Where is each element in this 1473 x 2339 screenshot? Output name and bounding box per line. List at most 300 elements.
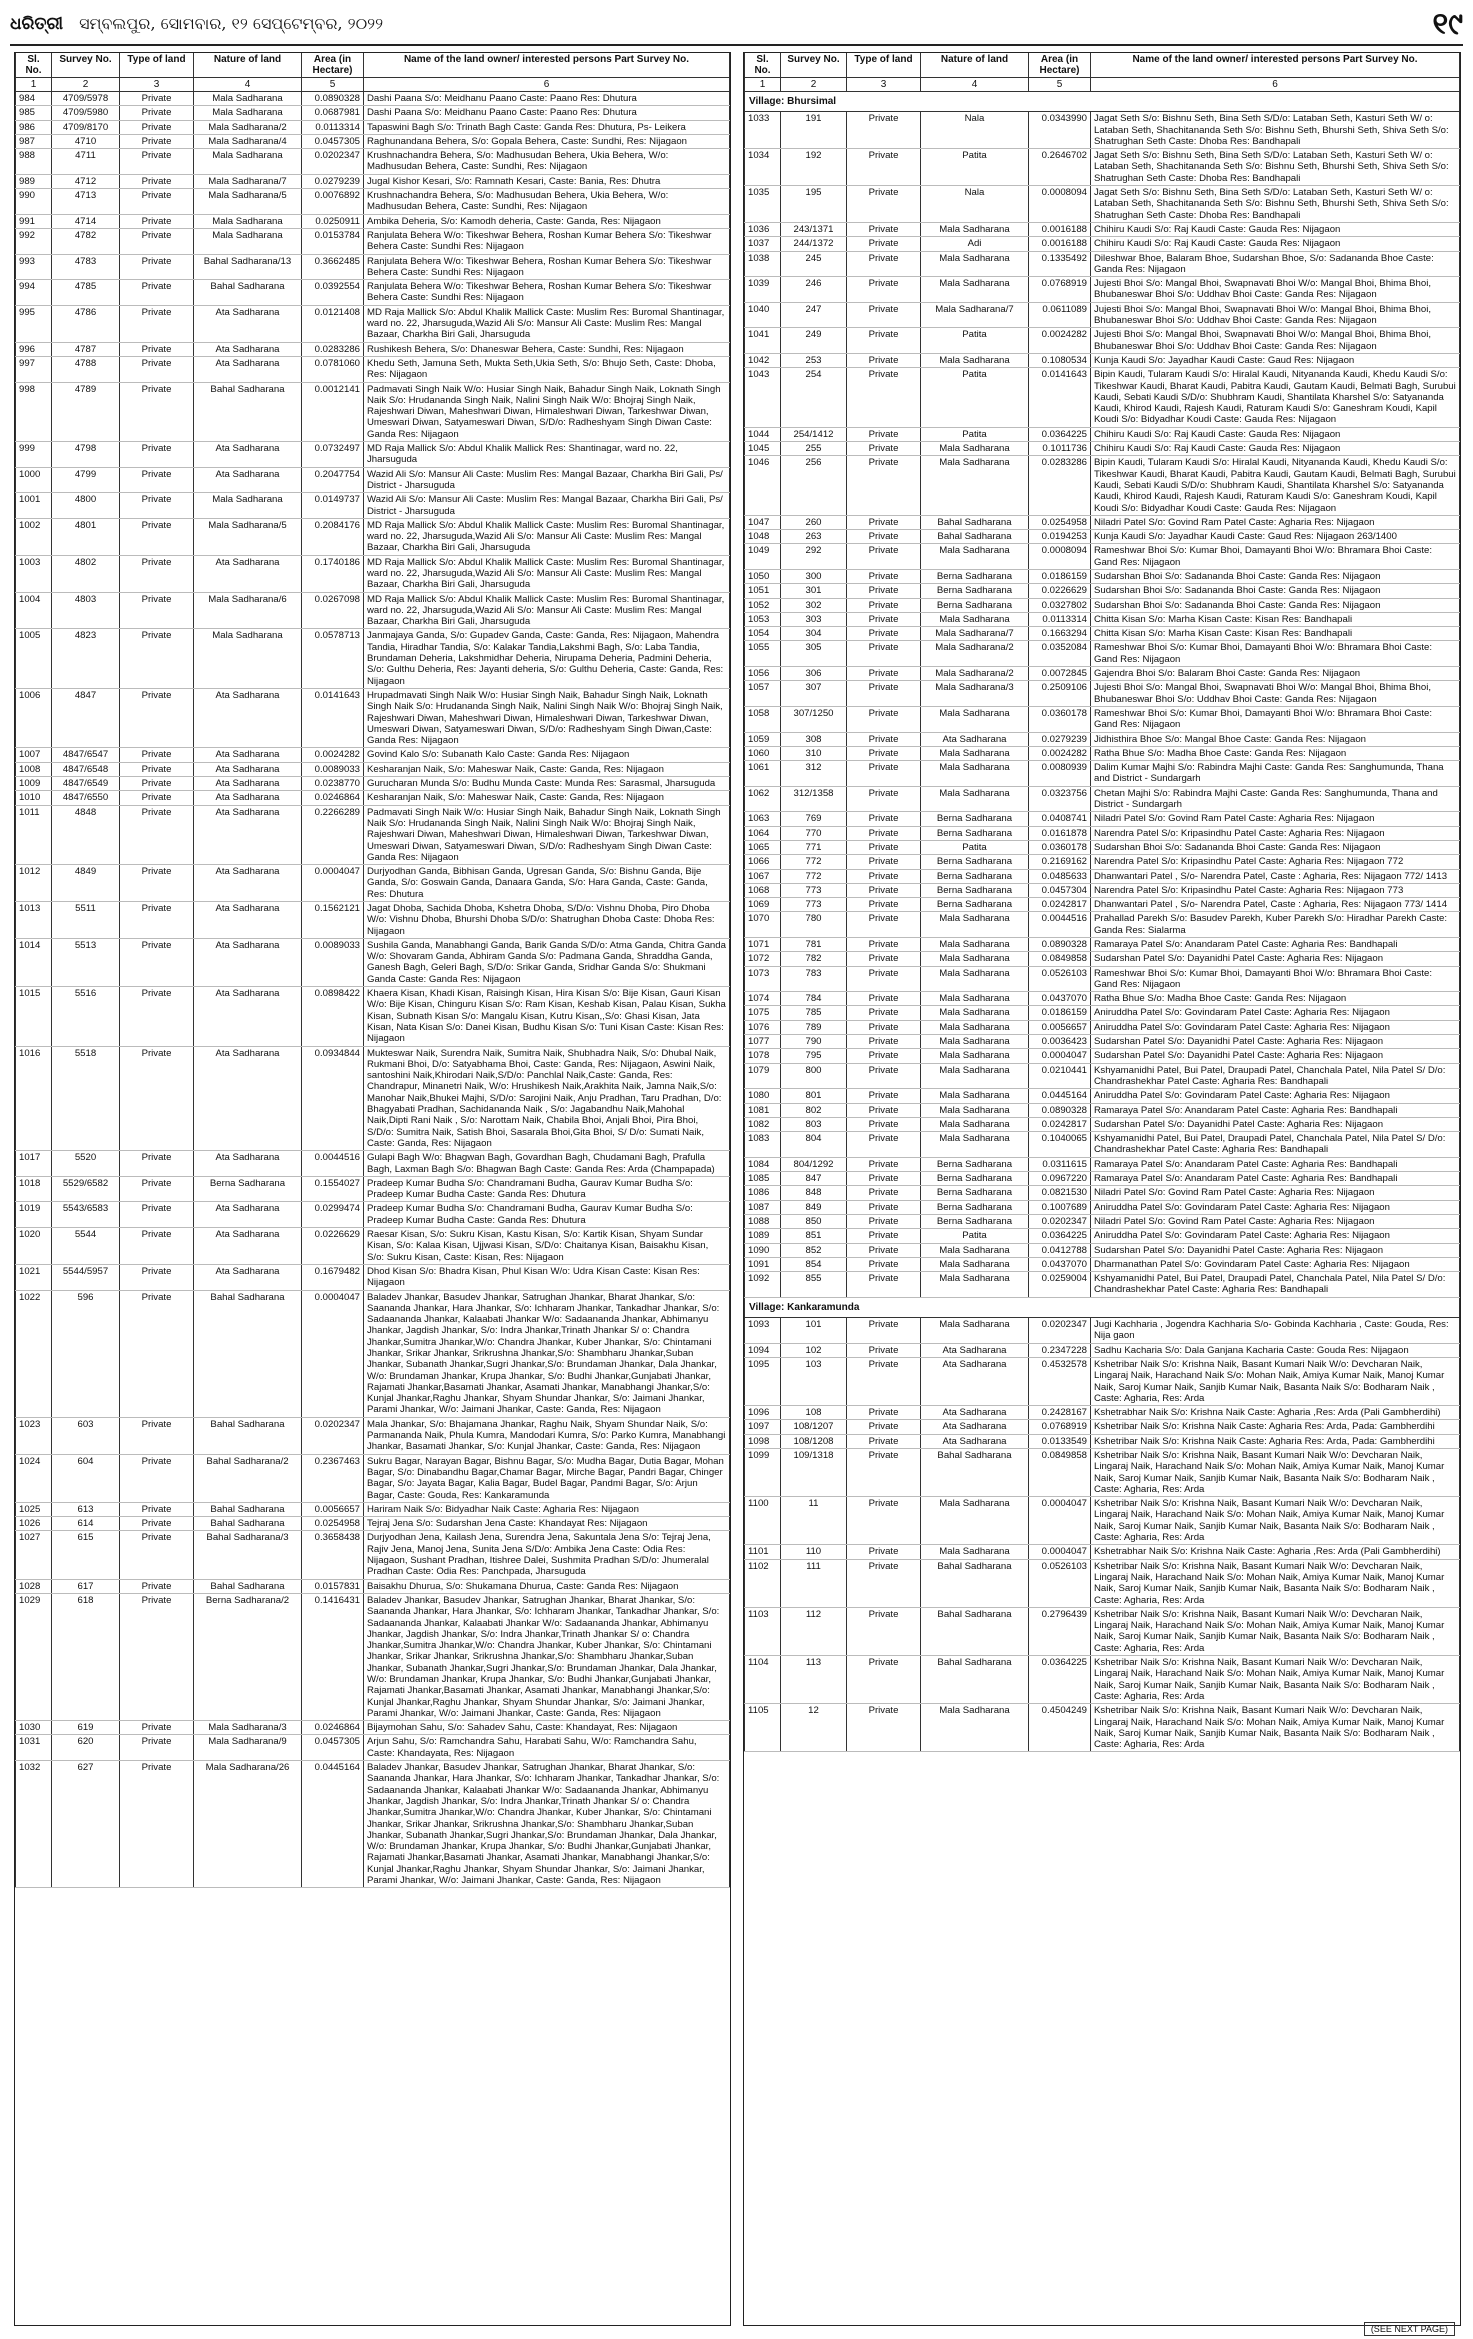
table-cell: 1077 xyxy=(745,1035,781,1049)
table-row xyxy=(16,592,730,629)
table-cell: 263 xyxy=(781,530,847,544)
table-cell: 4847/6549 xyxy=(52,777,120,791)
table-row xyxy=(745,1117,1460,1131)
table-cell: 4847/6550 xyxy=(52,791,120,805)
table-cell: 0.0016188 xyxy=(1029,222,1091,236)
table-cell: 0.1740186 xyxy=(302,555,364,592)
table-cell: Private xyxy=(847,1103,921,1117)
table-cell: 0.0283286 xyxy=(302,342,364,356)
table-cell: Private xyxy=(847,912,921,938)
table-cell: 0.0008094 xyxy=(1029,544,1091,570)
table-cell: 245 xyxy=(781,251,847,277)
table-cell: Krushnachandra Behera, S/o: Madhusudan Behera, Ukia Behera, W/o: Madhusudan Behera, Caste: Sundhi, Res: Nijagaon xyxy=(364,189,730,215)
table-cell: Private xyxy=(847,1704,921,1752)
column-number: 2 xyxy=(781,78,847,92)
table-cell: 0.0259004 xyxy=(1029,1272,1091,1298)
table-cell: 0.0024282 xyxy=(302,748,364,762)
table-cell: Private xyxy=(847,353,921,367)
table-cell: Durjyodhan Jena, Kailash Jena, Surendra Jena, Sakuntala Jena S/o: Tejraj Jena, Rajiv Jena, Manoj Jena, Sunita Jena S/D/o: Ambika Jena Caste: Odia Res: Nijagaon, Sushant Pradhan, Itishree Dalei, Sushmita Pradhan S/D/o: Jhumeralal Pradhan Caste: Odia Res: Panchpada, Jharsuguda xyxy=(364,1531,730,1579)
table-cell: Private xyxy=(120,1454,194,1502)
table-cell: Ata Sadharana xyxy=(194,865,302,902)
table-cell: Private xyxy=(847,855,921,869)
table-cell: Mala Sadharana/6 xyxy=(194,592,302,629)
table-cell: Mala Sadharana xyxy=(921,222,1029,236)
table-cell: 0.2367463 xyxy=(302,1454,364,1502)
table-cell: Wazid Ali S/o: Mansur Ali Caste: Muslim Res: Mangal Bazaar, Charkha Biri Gali, Ps/ District - Jharsuguda xyxy=(364,493,730,519)
table-cell: 804 xyxy=(781,1132,847,1158)
table-cell: 1072 xyxy=(745,952,781,966)
table-row xyxy=(745,938,1460,952)
table-cell: 0.0526103 xyxy=(1029,966,1091,992)
table-cell: 4848 xyxy=(52,805,120,864)
table-cell: Sudarshan Patel S/o: Dayanidhi Patel Caste: Agharia Res: Nijagaon xyxy=(1091,1035,1460,1049)
table-cell: 0.0246864 xyxy=(302,1721,364,1735)
table-cell: 1055 xyxy=(745,641,781,667)
table-cell: 0.0133549 xyxy=(1029,1434,1091,1448)
table-cell: 1100 xyxy=(745,1497,781,1545)
table-cell: 1038 xyxy=(745,251,781,277)
table-row xyxy=(16,865,730,902)
table-row xyxy=(16,902,730,939)
table-cell: Private xyxy=(120,629,194,688)
table-cell: Padmavati Singh Naik W/o: Husiar Singh Naik, Bahadur Singh Naik, Loknath Singh Naik S/o: Hrudananda Singh Naik, Nalini Singh Naik W/o: Bhojraj Singh Naik, Rajeshwari Diwan, Maheshwari Diwan, Himaleshwari Diwan, Tarkeshwar Diwan, Umeswari Diwan, Satyameswari Diwan, S/D/o: Radheshyam Singh Diwan Caste: Ganda Res: Nijagaon xyxy=(364,382,730,441)
table-cell: 790 xyxy=(781,1035,847,1049)
table-row xyxy=(745,277,1460,303)
table-cell: Aniruddha Patel S/o: Govindaram Patel Caste: Agharia Res: Nijagaon xyxy=(1091,1089,1460,1103)
table-cell: Ata Sadharana xyxy=(194,902,302,939)
table-cell: Rameshwar Bhoi S/o: Kumar Bhoi, Damayanti Bhoi W/o: Bhramara Bhoi Caste: Gand Res: Nijagaon xyxy=(1091,966,1460,992)
table-cell: 0.0089033 xyxy=(302,938,364,986)
table-row xyxy=(745,1035,1460,1049)
table-cell: 784 xyxy=(781,992,847,1006)
table-cell: Mala Sadharana xyxy=(921,612,1029,626)
table-cell: Private xyxy=(847,328,921,354)
table-row xyxy=(745,746,1460,760)
table-cell: Sudarshan Bhoi S/o: Sadananda Bhoi Caste: Ganda Res: Nijagaon xyxy=(1091,584,1460,598)
table-cell: 0.0113314 xyxy=(302,120,364,134)
table-cell: Mala Sadharana xyxy=(921,1257,1029,1271)
table-cell: Janmajaya Ganda, S/o: Gupadev Ganda, Caste: Ganda, Res: Nijagaon, Mahendra Tandia, Hiradhar Tandia, S/o: Kalakar Tandia,Lakshmi Bagh, S/o: Laba Tandia, Brundaman Deheria, Lakshmidhar Deheria, Nirupama Deheria, Padmini Deheria, S/o: Gulthu Deheria, Res: Jayanti deheria, S/o: Gulthu Deheria, Caste: Ganda, Res: Nijagaon xyxy=(364,629,730,688)
table-cell: Kshetribar Naik S/o: Krishna Naik, Basant Kumari Naik W/o: Devcharan Naik, Lingaraj Naik, Harachand Naik S/o: Mohan Naik, Amiya Kumar Naik, Manoj Kumar Naik, Saroj Kumar Naik, Sanjib Kumar Naik, Basanta Naik S/o: Bodharam Naik , Caste: Agharia, Res: Arda xyxy=(1091,1656,1460,1704)
table-cell: Bijaymohan Sahu, S/o: Sahadev Sahu, Caste: Khandayat, Res: Nijagaon xyxy=(364,1721,730,1735)
table-cell: 0.0004047 xyxy=(1029,1497,1091,1545)
table-cell: 0.0267098 xyxy=(302,592,364,629)
table-cell: Mala Sadharana xyxy=(921,1020,1029,1034)
column-number: 2 xyxy=(52,78,120,92)
table-cell: 308 xyxy=(781,732,847,746)
column-number: 3 xyxy=(120,78,194,92)
table-cell: 0.0343990 xyxy=(1029,112,1091,149)
table-cell: 0.1562121 xyxy=(302,902,364,939)
table-cell: 254/1412 xyxy=(781,427,847,441)
table-cell: 1041 xyxy=(745,328,781,354)
table-row xyxy=(16,174,730,188)
table-cell: Ata Sadharana xyxy=(194,1264,302,1290)
table-cell: 771 xyxy=(781,840,847,854)
table-cell: 984 xyxy=(16,92,52,106)
table-cell: Nala xyxy=(921,112,1029,149)
table-row xyxy=(745,1607,1460,1655)
table-cell: 4788 xyxy=(52,356,120,382)
table-cell: Private xyxy=(847,812,921,826)
table-cell: 986 xyxy=(16,120,52,134)
table-cell: 998 xyxy=(16,382,52,441)
table-cell: 1011 xyxy=(16,805,52,864)
table-cell: Chihiru Kaudi S/o: Raj Kaudi Caste: Gauda Res: Nijagaon xyxy=(1091,222,1460,236)
table-row xyxy=(16,280,730,306)
table-cell: Private xyxy=(847,515,921,529)
table-cell: Mala Sadharana xyxy=(194,214,302,228)
table-cell: 0.0299474 xyxy=(302,1202,364,1228)
table-cell: Dalim Kumar Majhi S/o: Rabindra Majhi Caste: Ganda Res: Sanghumunda, Thana and District - Sundargarh xyxy=(1091,761,1460,787)
table-row xyxy=(16,1531,730,1579)
table-cell: Private xyxy=(847,544,921,570)
table-cell: Patita xyxy=(921,1229,1029,1243)
table-cell: 0.0141643 xyxy=(1029,368,1091,427)
table-cell: 0.1554027 xyxy=(302,1176,364,1202)
table-cell: 1085 xyxy=(745,1172,781,1186)
table-row xyxy=(745,1559,1460,1607)
table-cell: 1099 xyxy=(745,1448,781,1496)
table-cell: 254 xyxy=(781,368,847,427)
table-cell: 0.0781060 xyxy=(302,356,364,382)
table-cell: Jujesti Bhoi S/o: Mangal Bhoi, Swapnavati Bhoi W/o: Mangal Bhoi, Bhima Bhoi, Bhubaneswar Bhoi S/o: Uddhav Bhoi Caste: Ganda Res: Nijagaon xyxy=(1091,277,1460,303)
table-cell: 627 xyxy=(52,1761,120,1888)
table-cell: 1071 xyxy=(745,938,781,952)
table-cell: Kunja Kaudi S/o: Jayadhar Kaudi Caste: Gaud Res: Nijagaon 263/1400 xyxy=(1091,530,1460,544)
table-cell: 0.0283286 xyxy=(1029,456,1091,515)
table-row xyxy=(745,1656,1460,1704)
table-cell: Mala Sadharana xyxy=(921,1318,1029,1344)
table-row xyxy=(745,353,1460,367)
table-cell: MD Raja Mallick S/o: Abdul Khalik Mallick Caste: Muslim Res: Buromal Shantinagar, ward no. 22, Jharsuguda,Wazid Ali S/o: Mansur Ali Caste: Muslim Res: Mangal Bazaar, Charkha Biri Gali, Jharsuguda xyxy=(364,555,730,592)
table-cell: Aniruddha Patel S/o: Govindaram Patel Caste: Agharia Res: Nijagaon xyxy=(1091,1229,1460,1243)
table-cell: Chetan Majhi S/o: Rabindra Majhi Caste: Ganda Res: Sanghumunda, Thana and District - Sundargarh xyxy=(1091,786,1460,812)
table-cell: Private xyxy=(120,518,194,555)
table-cell: 0.3662485 xyxy=(302,254,364,280)
table-row xyxy=(745,1357,1460,1405)
table-cell: Ramaraya Patel S/o: Anandaram Patel Caste: Agharia Res: Bandhapali xyxy=(1091,1172,1460,1186)
table-cell: 1102 xyxy=(745,1559,781,1607)
table-cell: 1074 xyxy=(745,992,781,1006)
table-row xyxy=(745,1448,1460,1496)
table-cell: Baladev Jhankar, Basudev Jhankar, Satrughan Jhankar, Bharat Jhankar, S/o: Saananda Jhankar, Hara Jhankar, S/o: Ichharam Jhankar, Tankadhar Jhankar, S/o: Sadaananda Jhankar, Kalaabati Jhankar W/o: Sadaananda Jhankar, Abhimanyu Jhankar, Jagdish Jhankar, S/o: Indra Jhankar,Trinath Jhankar S/ o: Chandra Jhankar,Sumitra Jhankar,W/o: Chandra Jhankar, Kuber Jhankar, S/o: Chintamani Jhankar, Srikar Jhankar, Srikrushna Jhankar,S/o: Shambharu Jhankar,Suban Jhankar, Subanath Jhankar,Sugri Jhankar,S/o: Brundaman Jhankar, Dala Jhankar, W/o: Brundaman Jhankar, Krupa Jhankar, S/o: Budhi Jhankar,Gunjabati Jhankar, Rajamati Jhankar,Basamati Jhankar, Asamati Jhankar, Manabhangi Jhankar,S/o: Kunjal Jhankar,Raghu Jhankar, Shyam Shundar Jhankar, S/o: Jaimani Jhankar, Parami Jhankar, W/o: Jaimani Jhankar, Caste: Ganda, Res: Nijagaon xyxy=(364,1593,730,1720)
table-cell: 0.0437070 xyxy=(1029,992,1091,1006)
table-cell: Nala xyxy=(921,186,1029,223)
table-cell: 0.0279239 xyxy=(302,174,364,188)
table-cell: Private xyxy=(847,598,921,612)
table-row xyxy=(745,812,1460,826)
table-cell: 1007 xyxy=(16,748,52,762)
table-cell: Mala Sadharana xyxy=(921,544,1029,570)
table-cell: Jujesti Bhoi S/o: Mangal Bhoi, Swapnavati Bhoi W/o: Mangal Bhoi, Bhima Bhoi, Bhubaneswar Bhoi S/o: Uddhav Bhoi Caste: Ganda Res: Nijagaon xyxy=(1091,328,1460,354)
table-cell: 0.0392554 xyxy=(302,280,364,306)
table-cell: 0.1040065 xyxy=(1029,1132,1091,1158)
table-cell: Kshetrabhar Naik S/o: Krishna Naik Caste: Agharia ,Res: Arda (Pali Gambherdihi) xyxy=(1091,1545,1460,1559)
table-cell: 4823 xyxy=(52,629,120,688)
table-cell: Private xyxy=(120,938,194,986)
table-cell: Private xyxy=(847,786,921,812)
table-cell: Bahal Sadharana xyxy=(921,515,1029,529)
table-cell: Mala Sadharana xyxy=(921,938,1029,952)
table-cell: Private xyxy=(847,938,921,952)
table-cell: 0.0364225 xyxy=(1029,1656,1091,1704)
table-cell: 0.1416431 xyxy=(302,1593,364,1720)
column-number: 4 xyxy=(194,78,302,92)
table-cell: 4847/6548 xyxy=(52,762,120,776)
table-cell: Mala Sadharana xyxy=(921,1089,1029,1103)
table-cell: 1022 xyxy=(16,1290,52,1417)
table-cell: 1002 xyxy=(16,518,52,555)
table-row xyxy=(16,228,730,254)
table-cell: Patita xyxy=(921,328,1029,354)
table-row xyxy=(16,777,730,791)
table-cell: 0.0121408 xyxy=(302,305,364,342)
table-cell: 1018 xyxy=(16,1176,52,1202)
table-cell: Hariram Naik S/o: Bidyadhar Naik Caste: Agharia Res: Nijagaon xyxy=(364,1502,730,1516)
table-cell: 1087 xyxy=(745,1200,781,1214)
table-row xyxy=(745,515,1460,529)
table-row xyxy=(745,992,1460,1006)
table-row xyxy=(16,106,730,120)
table-cell: 1101 xyxy=(745,1545,781,1559)
table-cell: Tapaswini Bagh S/o: Trinath Bagh Caste: Ganda Res: Dhutura, Ps- Leikera xyxy=(364,120,730,134)
village-heading: Village: Kankaramunda xyxy=(745,1297,1460,1317)
table-cell: Private xyxy=(847,826,921,840)
table-row xyxy=(745,1545,1460,1559)
table-cell: 1045 xyxy=(745,442,781,456)
table-cell: 1048 xyxy=(745,530,781,544)
table-cell: Hrupadmavati Singh Naik W/o: Husiar Singh Naik, Bahadur Singh Naik, Loknath Singh Naik S/o: Hrudananda Singh Naik, Nalini Singh Naik W/o: Bhojraj Singh Naik, Rajeshwari Diwan, Maheshwari Diwan, Himaleshwari Diwan, Tarkeshwar Diwan, Umeswari Diwan, Satyameswari Diwan, S/D/o: Radheshyam Singh Diwan,Caste: Ganda Res: Nijagaon xyxy=(364,688,730,747)
table-cell: Private xyxy=(847,732,921,746)
table-cell: Private xyxy=(120,493,194,519)
table-cell: Mala Sadharana xyxy=(921,912,1029,938)
table-cell: 304 xyxy=(781,627,847,641)
table-cell: Private xyxy=(120,805,194,864)
table-row xyxy=(16,1593,730,1720)
table-cell: Mala Sadharana xyxy=(921,1243,1029,1257)
table-cell: Bahal Sadharana xyxy=(194,280,302,306)
table-cell: Private xyxy=(847,681,921,707)
table-row xyxy=(16,518,730,555)
table-row xyxy=(16,1417,730,1454)
table-cell: Berna Sadharana xyxy=(921,883,1029,897)
table-row xyxy=(745,898,1460,912)
table-cell: 0.0578713 xyxy=(302,629,364,688)
table-cell: Private xyxy=(847,1117,921,1131)
table-cell: 4709/5978 xyxy=(52,92,120,106)
table-cell: 0.0890328 xyxy=(302,92,364,106)
table-cell: 847 xyxy=(781,1172,847,1186)
table-cell: 1027 xyxy=(16,1531,52,1579)
table-cell: Private xyxy=(847,1406,921,1420)
table-cell: 310 xyxy=(781,746,847,760)
column-numbers xyxy=(745,78,1460,92)
table-cell: Kshetribar Naik S/o: Krishna Naik, Basant Kumari Naik W/o: Devcharan Naik, Lingaraj Naik, Harachand Naik S/o: Mohan Naik, Amiya Kumar Naik, Manoj Kumar Naik, Saroj Kumar Naik, Sanjib Kumar Naik, Basanta Naik S/o: Bodharam Naik , Caste: Agharia, Res: Arda xyxy=(1091,1448,1460,1496)
table-cell: 1043 xyxy=(745,368,781,427)
table-cell: Bipin Kaudi, Tularam Kaudi S/o: Hiralal Kaudi, Nityananda Kaudi, Khedu Kaudi S/o: Tikeshwar Kaudi, Bharat Kaudi, Pabitra Kaudi, Gautam Kaudi, Belmati Bagh, Surubui Kaudi, Sebati Kaudi S/D/o: Shubhram Kaudi, Shantilata Kharshel S/o: Satyananda Kaudi, Khirod Kaudi, Rajesh Kaudi, Raturam Kaudi S/o: Ganeshram Koudi, Kapil Koudi S/o: Bidyadhar Koudi Caste: Gauda Res: Nijagaon xyxy=(1091,456,1460,515)
table-cell: Ata Sadharana xyxy=(194,805,302,864)
table-cell: Private xyxy=(847,761,921,787)
table-cell: Ata Sadharana xyxy=(194,1202,302,1228)
table-row xyxy=(16,92,730,106)
table-cell: 795 xyxy=(781,1049,847,1063)
table-cell: 1050 xyxy=(745,569,781,583)
table-cell: Bahal Sadharana xyxy=(194,1290,302,1417)
table-cell: 854 xyxy=(781,1257,847,1271)
table-cell: 1105 xyxy=(745,1704,781,1752)
table-cell: Jagat Seth S/o: Bishnu Seth, Bina Seth S/D/o: Lataban Seth, Kasturi Seth W/ o: Lataban Seth, Shachitananda Seth S/o: Bishnu Seth, Bhurshi Seth, Shiva Seth S/o: Shatrughan Seth Caste: Dhoba Res: Bandhapali xyxy=(1091,149,1460,186)
table-cell: 1062 xyxy=(745,786,781,812)
table-cell: Private xyxy=(847,1035,921,1049)
table-cell: MD Raja Mallick S/o: Abdul Khalik Mallick Caste: Muslim Res: Buromal Shantinagar, ward no. 22, Jharsuguda,Wazid Ali S/o: Mansur Ali Caste: Muslim Res: Mangal Bazaar, Charkha Biri Gali, Jharsuguda xyxy=(364,518,730,555)
table-cell: Sudarshan Patel S/o: Dayanidhi Patel Caste: Agharia Res: Nijagaon xyxy=(1091,1117,1460,1131)
table-cell: 0.1335492 xyxy=(1029,251,1091,277)
table-cell: 0.0202347 xyxy=(302,149,364,175)
table-cell: Private xyxy=(847,1607,921,1655)
table-cell: 0.0202347 xyxy=(1029,1214,1091,1228)
table-cell: Private xyxy=(847,667,921,681)
table-row xyxy=(745,112,1460,149)
table-cell: Mala Sadharana xyxy=(194,92,302,106)
table-cell: 992 xyxy=(16,228,52,254)
table-cell: Dhanwantari Patel , S/o- Narendra Patel, Caste : Agharia, Res: Nijagaon 773/ 1414 xyxy=(1091,898,1460,912)
table-cell: Mala Sadharana xyxy=(194,106,302,120)
table-cell: Private xyxy=(847,1200,921,1214)
table-cell: 1028 xyxy=(16,1579,52,1593)
table-cell: Aniruddha Patel S/o: Govindaram Patel Caste: Agharia Res: Nijagaon xyxy=(1091,1200,1460,1214)
table-cell: 800 xyxy=(781,1063,847,1089)
table-header xyxy=(16,53,730,78)
table-cell: Jujesti Bhoi S/o: Mangal Bhoi, Swapnavati Bhoi W/o: Mangal Bhoi, Bhima Bhoi, Bhubaneswar Bhoi S/o: Uddhav Bhoi Caste: Ganda Res: Nijagaon xyxy=(1091,681,1460,707)
table-row xyxy=(745,627,1460,641)
table-cell: 0.0153784 xyxy=(302,228,364,254)
table-row xyxy=(16,149,730,175)
table-cell: Gurucharan Munda S/o: Budhu Munda Caste: Munda Res: Sarasmal, Jharsuguda xyxy=(364,777,730,791)
table-cell: Private xyxy=(847,1157,921,1171)
table-cell: 0.0360178 xyxy=(1029,840,1091,854)
table-row xyxy=(745,883,1460,897)
table-cell: Private xyxy=(120,1417,194,1454)
table-cell: 191 xyxy=(781,112,847,149)
table-cell: Dashi Paana S/o: Meidhanu Paano Caste: Paano Res: Dhutura xyxy=(364,106,730,120)
table-row xyxy=(16,938,730,986)
table-cell: 1097 xyxy=(745,1420,781,1434)
table-cell: 5516 xyxy=(52,987,120,1046)
table-cell: 993 xyxy=(16,254,52,280)
table-cell: 1090 xyxy=(745,1243,781,1257)
column-header: Sl. No. xyxy=(745,53,781,78)
table-cell: Private xyxy=(847,1229,921,1243)
table-cell: 1059 xyxy=(745,732,781,746)
table-cell: 1037 xyxy=(745,237,781,251)
table-cell: 0.0849858 xyxy=(1029,1448,1091,1496)
table-cell: Private xyxy=(120,1176,194,1202)
column-header: Area (in Hectare) xyxy=(302,53,364,78)
table-cell: 0.0323756 xyxy=(1029,786,1091,812)
table-cell: Private xyxy=(120,1228,194,1265)
table-header xyxy=(745,53,1460,78)
table-cell: 4782 xyxy=(52,228,120,254)
table-cell: 0.0056657 xyxy=(302,1502,364,1516)
table-cell: Ramaraya Patel S/o: Anandaram Patel Caste: Agharia Res: Bandhapali xyxy=(1091,1157,1460,1171)
table-cell: 103 xyxy=(781,1357,847,1405)
table-row xyxy=(16,1046,730,1151)
table-row xyxy=(745,149,1460,186)
table-cell: 1057 xyxy=(745,681,781,707)
table-cell: Ata Sadharana xyxy=(921,1357,1029,1405)
table-cell: 0.2646702 xyxy=(1029,149,1091,186)
table-cell: 1046 xyxy=(745,456,781,515)
table-cell: 1012 xyxy=(16,865,52,902)
table-cell: Ata Sadharana xyxy=(194,987,302,1046)
table-cell: Private xyxy=(847,277,921,303)
table-cell: 0.0898422 xyxy=(302,987,364,1046)
table-cell: 4785 xyxy=(52,280,120,306)
table-row xyxy=(16,791,730,805)
table-cell: Niladri Patel S/o: Govind Ram Patel Caste: Agharia Res: Nijagaon xyxy=(1091,812,1460,826)
table-row xyxy=(745,826,1460,840)
table-cell: Private xyxy=(847,442,921,456)
table-cell: 0.2796439 xyxy=(1029,1607,1091,1655)
table-cell: Bahal Sadharana xyxy=(921,1559,1029,1607)
table-cell: 0.1080534 xyxy=(1029,353,1091,367)
table-cell: Private xyxy=(847,1089,921,1103)
table-cell: 0.0202347 xyxy=(1029,1318,1091,1344)
table-cell: Berna Sadharana xyxy=(921,869,1029,883)
table-cell: Mala Sadharana xyxy=(921,1035,1029,1049)
table-row xyxy=(16,467,730,493)
table-row xyxy=(16,762,730,776)
table-cell: 0.0890328 xyxy=(1029,1103,1091,1117)
table-cell: 1013 xyxy=(16,902,52,939)
table-row xyxy=(745,302,1460,328)
table-cell: 4709/8170 xyxy=(52,120,120,134)
table-cell: Ata Sadharana xyxy=(194,1046,302,1151)
table-cell: 0.0024282 xyxy=(1029,746,1091,760)
table-cell: 303 xyxy=(781,612,847,626)
table-row xyxy=(745,1049,1460,1063)
table-row xyxy=(16,629,730,688)
table-cell: Aniruddha Patel S/o: Govindaram Patel Caste: Agharia Res: Nijagaon xyxy=(1091,1020,1460,1034)
table-row xyxy=(745,186,1460,223)
table-cell: 855 xyxy=(781,1272,847,1298)
table-cell: Private xyxy=(120,1290,194,1417)
table-cell: 306 xyxy=(781,667,847,681)
table-row xyxy=(745,732,1460,746)
table-row xyxy=(16,189,730,215)
table-cell: Ata Sadharana xyxy=(194,555,302,592)
table-row xyxy=(745,456,1460,515)
table-cell: 1016 xyxy=(16,1046,52,1151)
table-cell: 1081 xyxy=(745,1103,781,1117)
table-cell: 1047 xyxy=(745,515,781,529)
table-row xyxy=(16,356,730,382)
table-cell: Private xyxy=(847,530,921,544)
table-cell: 1064 xyxy=(745,826,781,840)
village-heading-row xyxy=(745,92,1460,112)
table-cell: 619 xyxy=(52,1721,120,1735)
column-header: Area (in Hectare) xyxy=(1029,53,1091,78)
table-cell: 0.0360178 xyxy=(1029,706,1091,732)
table-cell: Niladri Patel S/o: Govind Ram Patel Caste: Agharia Res: Nijagaon xyxy=(1091,1186,1460,1200)
table-cell: Mala Sadharana/7 xyxy=(921,302,1029,328)
table-cell: 1015 xyxy=(16,987,52,1046)
table-cell: Prahallad Parekh S/o: Basudev Parekh, Kuber Parekh S/o: Hiradhar Parekh Caste: Ganda Res: Sialarma xyxy=(1091,912,1460,938)
table-cell: Mala Sadharana xyxy=(921,1049,1029,1063)
table-cell: 300 xyxy=(781,569,847,583)
table-cell: Private xyxy=(847,456,921,515)
